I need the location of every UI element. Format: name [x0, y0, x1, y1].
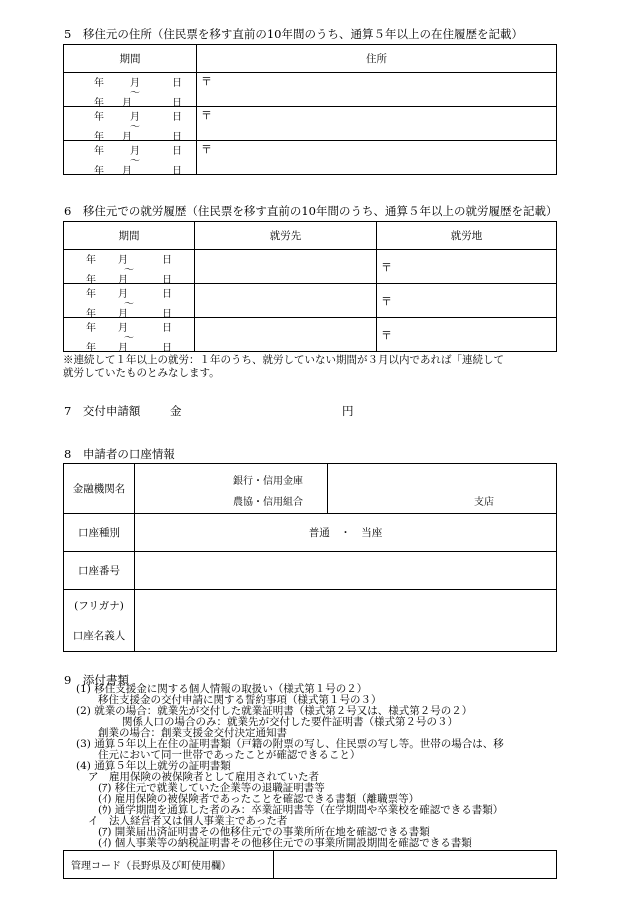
bank-type-2: 農協・信用組合: [233, 497, 303, 508]
day-label: 日: [162, 323, 172, 334]
year-label: 年: [86, 275, 96, 286]
year-label: 年: [94, 166, 104, 177]
management-code-label: 管理コード（長野県及び町使用欄）: [64, 851, 274, 879]
location-header: 就労地: [377, 222, 557, 250]
account-number-label: 口座番号: [64, 552, 135, 590]
postal-mark: 〒: [381, 260, 392, 274]
location-cell[interactable]: [377, 250, 557, 284]
bank-name-label: 金融機関名: [64, 464, 135, 514]
year-label: 年: [94, 112, 104, 123]
section5-table: [63, 44, 557, 175]
account-holder-field[interactable]: [135, 590, 557, 652]
bank-name-cell[interactable]: [135, 464, 328, 514]
account-type-label: 口座種別: [64, 514, 135, 552]
period-cell[interactable]: [64, 107, 196, 143]
tilde: 〜: [130, 122, 140, 133]
account-type-options[interactable]: 普通 ・ 当座: [135, 514, 557, 552]
amount-field[interactable]: [186, 400, 336, 418]
day-label: 日: [162, 343, 172, 354]
year-label: 年: [94, 98, 104, 109]
employment-note-line2: 就労していたものとみなします。: [63, 367, 220, 379]
postal-mark: 〒: [381, 328, 392, 342]
day-label: 日: [162, 255, 172, 266]
table-row: [64, 250, 557, 284]
tilde: 〜: [130, 88, 140, 99]
bank-type-1: 銀行・信用金庫: [233, 476, 303, 487]
month-label: 月: [130, 78, 140, 89]
list-item: 移住支援金の交付申請に関する誓約事項（様式第１号の３）: [98, 694, 382, 706]
branch-label: 支店: [474, 497, 494, 508]
month-label: 月: [130, 112, 140, 123]
day-label: 日: [162, 275, 172, 286]
management-code-table: [63, 850, 557, 879]
year-label: 年: [94, 146, 104, 157]
month-label: 月: [118, 343, 128, 354]
employer-cell[interactable]: [195, 284, 377, 318]
month-label: 月: [122, 166, 132, 177]
list-item: ア 雇用保険の被保険者として雇用されていた者: [88, 771, 319, 783]
furigana-label: (フリガナ): [74, 599, 124, 612]
year-label: 年: [94, 78, 104, 89]
day-label: 日: [172, 132, 182, 143]
branch-cell[interactable]: [328, 464, 557, 514]
day-label: 日: [172, 166, 182, 177]
section8-title: 8 申請者の口座情報: [64, 447, 175, 461]
tilde: 〜: [124, 265, 134, 276]
table-row: [64, 73, 557, 107]
month-label: 月: [118, 289, 128, 300]
period-cell[interactable]: [64, 141, 196, 177]
list-item: イ 法人経営者又は個人事業主であった者: [88, 815, 288, 827]
list-item: (ｲ) 雇用保険の被保険者であったことを確認できる書類（離職票等）: [98, 793, 420, 805]
period-cell[interactable]: [64, 318, 194, 354]
month-label: 月: [122, 98, 132, 109]
postal-mark: 〒: [201, 109, 212, 122]
postal-mark: 〒: [381, 294, 392, 308]
section9-title: 9 添付書類: [64, 673, 129, 687]
year-label: 年: [94, 132, 104, 143]
bank-account-table: [63, 463, 557, 652]
holder-label: 口座名義人: [72, 629, 126, 642]
day-label: 日: [172, 146, 182, 157]
table-row: [64, 284, 557, 318]
period-cell[interactable]: [64, 250, 194, 286]
list-item: (4) 通算５年以上就労の証明書類: [76, 760, 231, 772]
year-label: 年: [86, 343, 96, 354]
list-item: 創業の場合：創業支援金交付決定通知書: [98, 727, 287, 739]
list-item: (1) 移住支援金に関する個人情報の取扱い（様式第１号の２）: [76, 683, 368, 695]
employer-cell[interactable]: [195, 318, 377, 352]
address-header: 住所: [197, 45, 557, 73]
day-label: 日: [162, 289, 172, 300]
amount-unit: 円: [342, 404, 354, 418]
address-cell[interactable]: [197, 141, 557, 175]
year-label: 年: [86, 323, 96, 334]
section6-table: [63, 221, 557, 352]
month-label: 月: [118, 323, 128, 334]
day-label: 日: [162, 309, 172, 320]
period-header: 期間: [64, 222, 195, 250]
table-row: [64, 107, 557, 141]
tilde: 〜: [124, 299, 134, 310]
list-item: (ｲ) 個人事業等の納税証明書その他移住元での事業所開設期間を確認できる書類: [98, 837, 472, 849]
day-label: 日: [172, 78, 182, 89]
address-cell[interactable]: [197, 73, 557, 107]
year-label: 年: [86, 289, 96, 300]
period-cell[interactable]: [64, 284, 194, 320]
list-item: (2) 就業の場合：就業先が交付した就業証明書（様式第２号又は、様式第２号の２）: [76, 705, 473, 717]
postal-mark: 〒: [201, 75, 212, 88]
section6-title: 6 移住元での就労履歴（住民票を移す直前の10年間のうち、通算５年以上の就労履歴を記載）: [64, 204, 558, 218]
employment-note-line1: ※連続して１年以上の就労：１年のうち、就労していない期間が３月以内であれば「連続して: [63, 354, 504, 366]
tilde: 〜: [130, 156, 140, 167]
postal-mark: 〒: [201, 143, 212, 156]
list-item: (ｳ) 通学期間を通算した者のみ：卒業証明書等（在学期間や卒業校を確認できる書類）: [98, 804, 504, 816]
location-cell[interactable]: [377, 318, 557, 352]
list-item: 住元において同一世帯であったことが確認できること）: [98, 749, 361, 761]
month-label: 月: [118, 275, 128, 286]
amount-prefix: 金: [170, 404, 182, 418]
employer-header: 就労先: [195, 222, 377, 250]
employer-cell[interactable]: [195, 250, 377, 284]
year-label: 年: [86, 255, 96, 266]
month-label: 月: [130, 146, 140, 157]
year-label: 年: [86, 309, 96, 320]
table-row: [64, 141, 557, 175]
list-item: 関係人口の場合のみ：就業先が交付した要件証明書（様式第２号の３）: [122, 716, 458, 728]
day-label: 日: [172, 98, 182, 109]
management-code-field[interactable]: [274, 851, 557, 879]
address-cell[interactable]: [197, 107, 557, 141]
month-label: 月: [122, 132, 132, 143]
table-row: [64, 318, 557, 352]
list-item: (3) 通算５年以上在住の証明書類（戸籍の附票の写し、住民票の写し等。世帯の場合は、移: [76, 738, 504, 750]
period-cell[interactable]: [64, 73, 196, 109]
month-label: 月: [118, 309, 128, 320]
day-label: 日: [172, 112, 182, 123]
list-item: (ｱ) 移住元で就業していた企業等の退職証明書等: [98, 782, 325, 794]
account-holder-labels: [64, 590, 135, 652]
tilde: 〜: [124, 333, 134, 344]
location-cell[interactable]: [377, 284, 557, 318]
section7-title: 7 交付申請額: [64, 404, 141, 418]
list-item: (ｱ) 開業届出済証明書その他移住元での事業所所在地を確認できる書類: [98, 826, 430, 838]
account-number-field[interactable]: [135, 552, 557, 590]
section5-title: 5 移住元の住所（住民票を移す直前の10年間のうち、通算５年以上の在住履歴を記載）: [64, 27, 523, 41]
month-label: 月: [118, 255, 128, 266]
period-header: 期間: [64, 45, 197, 73]
